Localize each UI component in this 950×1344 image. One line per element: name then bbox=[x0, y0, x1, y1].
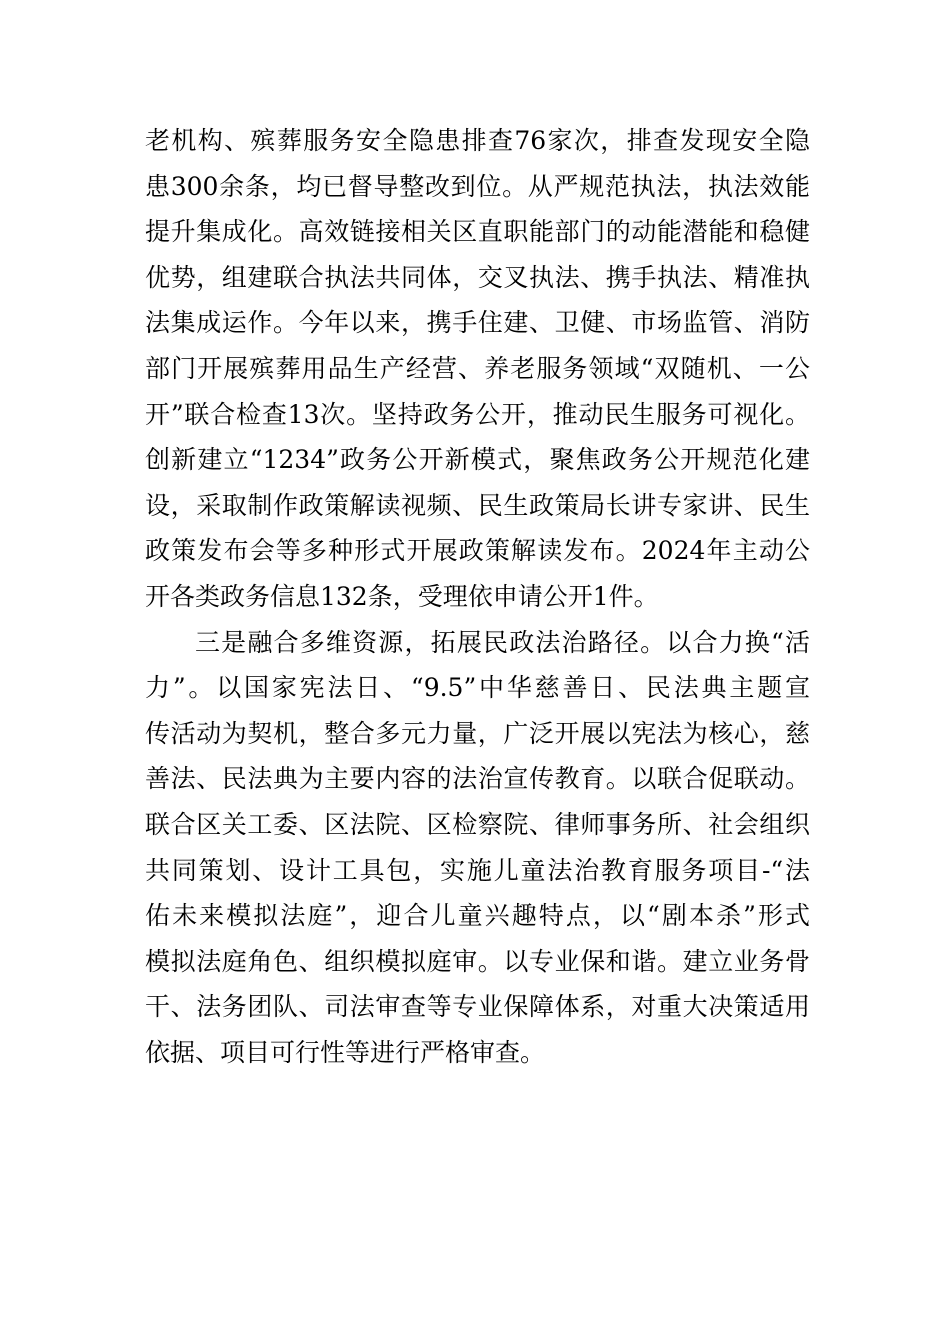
text-line: 患300余条，均已督导整改到位。从严规范执法，执法效能 bbox=[145, 171, 810, 201]
text-line: 部门开展殡葬用品生产经营、养老服务领域“双随机、一公 bbox=[145, 353, 810, 383]
text-line: 开各类政务信息132条，受理依申请公开1件。 bbox=[145, 581, 659, 611]
text-line: 优势，组建联合执法共同体，交叉执法、携手执法、精准执 bbox=[145, 262, 810, 292]
text-line: 善法、民法典为主要内容的法治宣传教育。以联合促联动。 bbox=[145, 764, 810, 794]
text-line: 模拟法庭角色、组织模拟庭审。以专业保和谐。建立业务骨 bbox=[145, 946, 810, 976]
text-line: 提升集成化。高效链接相关区直职能部门的动能潜能和稳健 bbox=[145, 217, 810, 247]
text-line: 干、法务团队、司法审查等专业保障体系，对重大决策适用 bbox=[145, 992, 810, 1022]
text-line: 联合区关工委、区法院、区检察院、律师事务所、社会组织 bbox=[145, 809, 810, 839]
text-line: 共同策划、设计工具包，实施儿童法治教育服务项目-“法 bbox=[145, 855, 810, 885]
text-line: 设，采取制作政策解读视频、民生政策局长讲专家讲、民生 bbox=[145, 490, 810, 520]
text-line: 老机构、殡葬服务安全隐患排查76家次，排查发现安全隐 bbox=[145, 126, 810, 155]
text-line: 依据、项目可行性等进行严格审查。 bbox=[145, 1037, 546, 1067]
text-line: 传活动为契机，整合多元力量，广泛开展以宪法为核心，慈 bbox=[145, 718, 810, 748]
text-line: 力”。以国家宪法日、“9.5”中华慈善日、民法典主题宣 bbox=[145, 673, 810, 703]
body-text bbox=[145, 118, 810, 1075]
text-line: 佑未来模拟法庭”，迎合儿童兴趣特点，以“剧本杀”形式 bbox=[145, 901, 810, 931]
text-line: 开”联合检查13次。坚持政务公开，推动民生服务可视化。 bbox=[145, 399, 810, 429]
paragraph-heading-line: 三是融合多维资源，拓展民政法治路径。以合力换“活 bbox=[195, 627, 810, 657]
text-line: 法集成运作。今年以来，携手住建、卫健、市场监管、消防 bbox=[145, 308, 810, 338]
text-line: 政策发布会等多种形式开展政策解读发布。2024年主动公 bbox=[145, 536, 810, 566]
text-line: 创新建立“1234”政务公开新模式，聚焦政务公开规范化建 bbox=[145, 445, 810, 475]
